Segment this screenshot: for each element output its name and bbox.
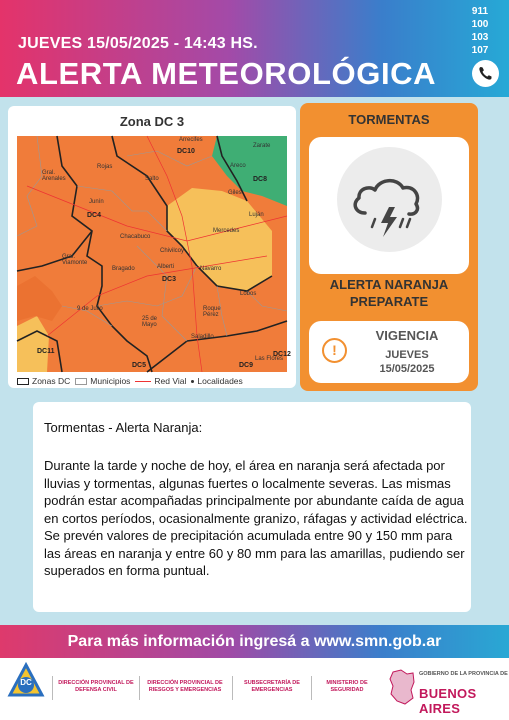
map-zone-label: DC11 [37,348,55,355]
defensa-civil-logo [8,663,44,703]
map-locality-label: Gral. Arenales [42,170,66,182]
map-zone-label: DC5 [132,362,147,369]
map-zone-label: DC4 [87,212,102,219]
page-title: ALERTA METEOROLÓGICA [16,56,437,91]
alert-level [300,276,478,310]
zone-map [17,136,291,372]
map-locality-label: Zarate [253,143,271,149]
message-paragraph: Se prevén valores de precipitación acumulada entre 90 y 150 mm para las áreas en naranja y entre 60 y 80 mm para las amarillas, pudiendo ser superados en forma puntual. [44,528,465,578]
map-locality-label: Saladillo [191,334,214,340]
alert-level-line: ALERTA NARANJA [329,277,449,292]
map-locality-label: Bragado [112,266,135,272]
vigencia-date-value: 15/05/2025 [379,363,435,375]
legend-label: Red Vial [154,376,187,386]
vigencia-title: VIGENCIA [375,328,439,343]
issue-date: JUEVES 15/05/2025 - 14:43 HS. [18,35,258,52]
vigencia-day: JUEVES [385,349,429,361]
map-legend [17,376,292,386]
map-locality-label: Arrecifes [179,137,203,143]
phone-icon [472,60,499,87]
map-locality-label: Chacabuco [120,234,151,240]
map-zone-label: DC8 [253,176,268,183]
info-link-text[interactable]: Para más información ingresá a www.smn.gob.ar [67,633,442,650]
legend-swatch [135,381,151,382]
divider [232,676,233,700]
divider [311,676,312,700]
map-locality-label: Luján [249,212,264,218]
map-locality-label: Gral. Viamonte [62,254,88,266]
phone-number: 103 [471,32,489,43]
map-locality-label: Lobos [240,291,257,297]
map-locality-label: Roque Pérez [203,306,221,318]
map-locality-label: Chivilcoy [160,248,185,254]
map-card [8,106,296,388]
map-locality-label: Navarro [200,266,222,272]
alert-type: TORMENTAS [348,112,430,127]
map-locality-label: Areco [230,163,246,169]
storm-cloud-icon [337,147,442,252]
government-logo [387,668,509,716]
legend-label: Localidades [197,376,243,386]
emergency-phones [465,5,495,57]
map-locality-label: Junín [89,199,104,205]
message-body [44,457,469,580]
map-locality-label: Giles [228,190,242,196]
message-paragraph: Durante la tarde y noche de hoy, el área en naranja será afectada por lluvias y tormentas, algunas fuertes o localmente severas. Las mismas podrán estar acompañadas principalmente por abundante caída de agua en cortos períodos, ocasionalmente granizo, ráfagas y actividad eléctrica. [44,458,468,526]
map-zone-label: DC3 [162,276,177,283]
info-banner [0,625,509,658]
alert-icon-box [309,137,469,274]
map-zone-label: DC9 [239,362,254,369]
alert-card [300,103,478,391]
legend-swatch [191,380,194,383]
map-zone-label: DC10 [177,148,195,155]
phone-number: 107 [471,45,489,56]
vigencia-date [357,348,457,376]
map-locality-label: Mercedes [213,228,240,234]
map-locality-label: 9 de Julio [77,306,103,312]
message-title: Tormentas - Alerta Naranja: [44,420,203,435]
map-locality-label: Las Flores [255,356,284,362]
header-banner [0,0,509,97]
gov-line1: GOBIERNO DE LA PROVINCIA DE [419,671,508,677]
main-panel [0,97,509,625]
zone-title: Zona DC 3 [119,114,185,129]
legend-swatch [17,378,29,385]
footer [0,658,509,720]
legend-label: Zonas DC [32,376,71,386]
map-locality-label: Rojas [97,164,113,170]
message-card [33,402,471,612]
department-label: DIRECCIÓN PROVINCIAL DE RIESGOS Y EMERGENCIAS [147,680,223,693]
map-locality-label: 25 de Mayo [142,316,158,328]
phone-number: 100 [471,19,489,30]
legend-swatch [75,378,87,385]
dc-logo-text: DC [20,678,32,687]
divider [52,676,53,700]
map-zone-label: DC12 [273,351,291,358]
gov-line2: BUENOS AIRES [419,686,477,716]
department-label: DIRECCIÓN PROVINCIAL DE DEFENSA CIVIL [58,680,134,693]
vigencia-box [309,321,469,383]
phone-number: 911 [471,6,489,17]
alert-level-line: PREPARATE [349,294,429,309]
map-locality-label: Salto [145,176,159,182]
legend-label: Municipios [90,376,131,386]
department-label: MINISTERIO DE SEGURIDAD [326,680,368,693]
exclamation-icon: ! [322,338,347,363]
map-locality-label: Alberti [157,264,175,270]
department-label: SUBSECRETARÍA DE EMERGENCIAS [244,680,300,693]
divider [139,676,140,700]
